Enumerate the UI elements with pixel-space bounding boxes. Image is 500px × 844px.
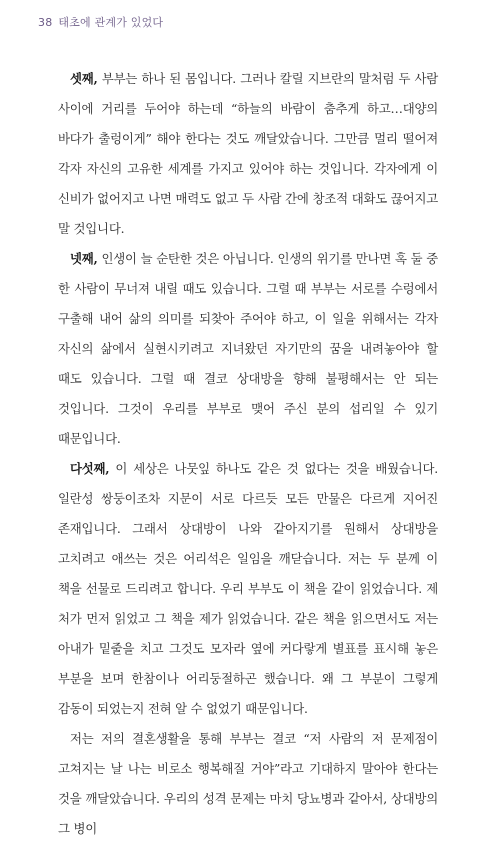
paragraph-text: 인생이 늘 순탄한 것은 아닙니다. 인생의 위기를 만나면 혹 둘 중 한 사람이 무너져 내릴 때도 있습니다. 그럴 때 부부는 서로를 수렁에서 구출해 내어 삶의 의미를 되찾아 주어야 하고, 이 일을 위해서는 각자 자신의 삶에서 실현시키려고 지녀왔던 자기만의 꿈을 내려놓아야 할 때도 있습니다. 그럴 때 결코 상대방을 향해 불평해서는 안 되는 것입니다. 그것이 우리를 부부로 맺어 주신 분의 섭리일 수 있기 때문입니다. <box>58 251 438 446</box>
paragraph-text: 이 세상은 나뭇잎 하나도 같은 것 없다는 것을 배웠습니다. 일란성 쌍둥이조차 지문이 서로 다르듯 모든 만물은 다르게 지어진 존재입니다. 그래서 상대방이 나와 같아지기를 원해서 상대방을 고치려고 애쓰는 것은 어리석은 일임을 깨닫습니다. 저는 두 분께 이 책을 선물로 드리려고 합니다. 우리 부부도 이 책을 같이 읽었습니다. 제 처가 먼저 읽었고 그 책을 제가 읽었습니다. 같은 책을 읽으면서도 저는 아내가 밑줄을 치고 그것도 모자라 옆에 커다랗게 별표를 표시해 놓은 부분을 보며 한참이나 어리둥절하곤 했습니다. 왜 그 부분이 그렇게 감동이 되었는지 전혀 알 수 없었기 때문입니다. <box>58 461 438 716</box>
paragraph-text: 저는 저의 결혼생활을 통해 부부는 결코 “저 사람의 저 문제점이 고쳐지는 날 나는 비로소 행복해질 거야”라고 기대하지 말아야 한다는 것을 깨달았습니다. 우리의 성격 문제는 마치 당뇨병과 같아서, 상대방의 그 병이 <box>58 731 438 836</box>
body-text <box>58 64 438 844</box>
paragraph-fifth <box>58 454 438 724</box>
chapter-title: 태초에 관계가 있었다 <box>58 16 164 29</box>
page-number: 38 <box>38 16 53 29</box>
paragraph-lead: 다섯째, <box>70 461 110 476</box>
paragraph-closing <box>58 724 438 844</box>
running-head <box>38 14 163 30</box>
paragraph-third <box>58 64 438 244</box>
paragraph-lead: 셋째, <box>70 71 98 86</box>
paragraph-text: 부부는 하나 된 몸입니다. 그러나 칼릴 지브란의 말처럼 두 사람 사이에 거리를 두어야 하는데 “하늘의 바람이 춤추게 하고…대양의 바다가 출렁이게” 해야 한다는 것도 깨달았습니다. 그만큼 멀리 떨어져 각자 자신의 고유한 세계를 가지고 있어야 하는 것입니다. 각자에게 이 신비가 없어지고 나면 매력도 없고 두 사람 간에 창조적 대화도 끊어지고 말 것입니다. <box>58 71 438 236</box>
paragraph-lead: 넷째, <box>70 251 98 266</box>
paragraph-fourth <box>58 244 438 454</box>
